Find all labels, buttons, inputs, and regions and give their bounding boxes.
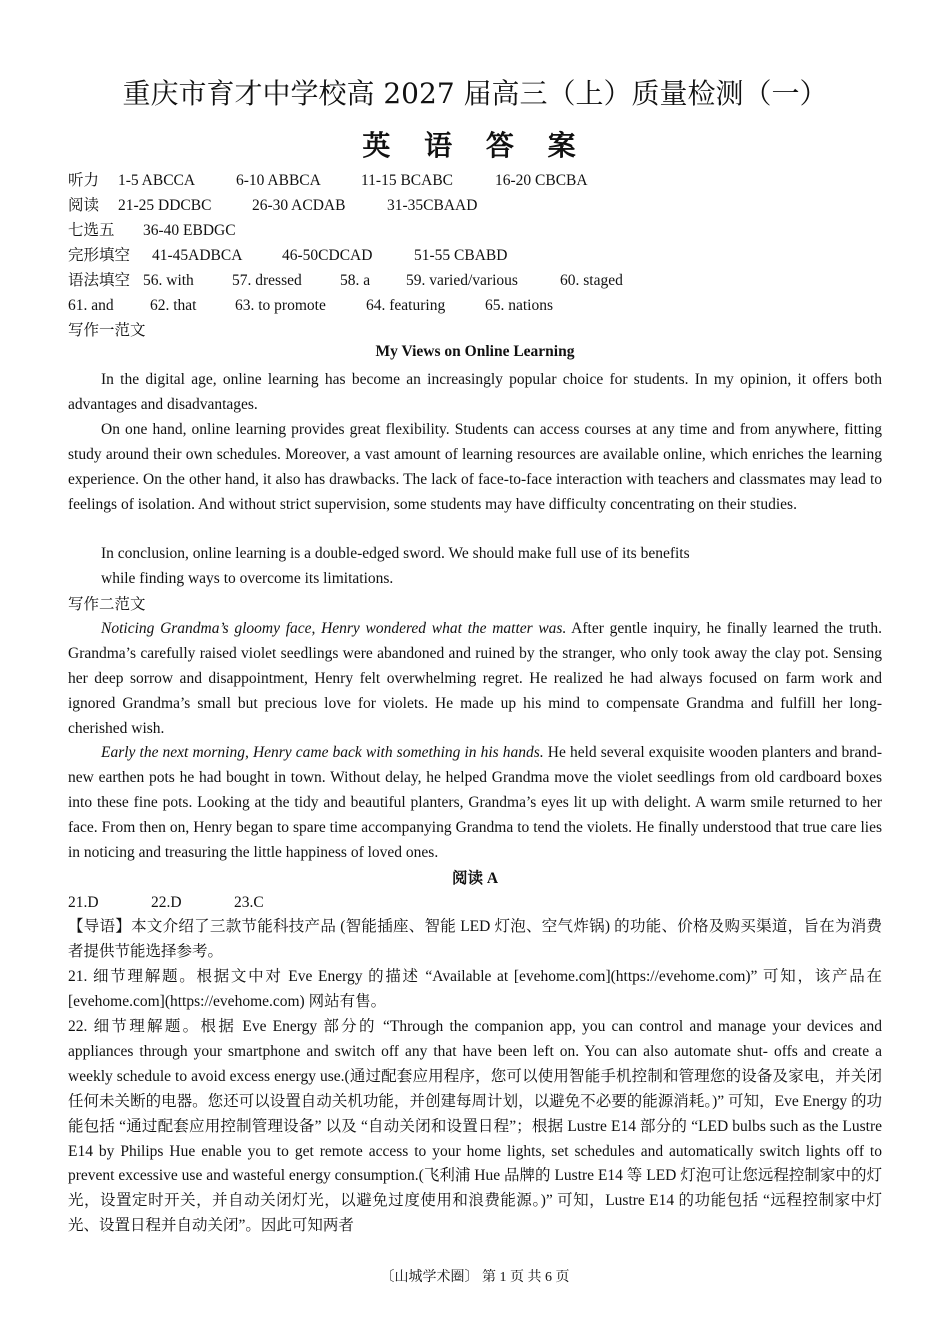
essay-paragraph — [68, 741, 882, 866]
answer-item: 56. with — [143, 272, 194, 289]
answer-item: 59. varied/various — [406, 272, 518, 289]
listening-row — [68, 168, 882, 193]
answer-item: 23.C — [234, 894, 264, 911]
seven-choose-five-row — [68, 218, 882, 243]
answer-item: 22.D — [151, 894, 182, 911]
essay-paragraph-text: while finding ways to overcome its limitations. — [101, 570, 394, 587]
cloze-label: 完形填空 — [68, 247, 131, 264]
listening-label: 听力 — [68, 172, 100, 189]
essay-paragraph-text: On one hand, online learning provides great flexibility. Students can access courses at any time and from anywhere, fitting study around their own schedules. Moreover, a vast amount of learning resources are available online, which enriches the learning experience. On the other hand, it also has drawbacks. The lack of face-to-face interaction with teachers and classmates may lead to feelings of isolation. And without strict supervision, some students may have difficulty concentrating on their studies. — [68, 421, 882, 513]
grammar-label: 语法填空 — [68, 272, 131, 289]
answer-item: 1-5 ABCCA — [118, 172, 196, 189]
reading-a-q22: 22. 细节理解题。根据 Eve Energy 部分的 “Through the companion app, you can control and manage your devices and appliances through your smartphone and switch off any that have been left on. You can also automate shut- offs and create a weekly schedule to avoid excess energy use.(通过配套应用程序，您可以使用智能手机控制和管理您的设备及家电，并关闭任何未关断的电器。您还可以设置自动关机功能，并创建每周计划，以避免不必要的能源消耗。)” 可知，Eve Energy 的功能包括 “通过配套应用控制管理设备” 以及 “自动关闭和设置日程”；根据 Lustre E14 部分的 “LED bulbs such as the Lustre E14 by Philips Hue enable you to get remote access to your home lights, set schedules and automatically switch lights off to prevent excessive use and wasteful energy consumption.(飞利浦 Hue 品牌的 Lustre E14 等 LED 灯泡可让您远程控制家中的灯光，设置定时开关，并自动关闭灯光，以避免过度使用和浪费能源。)” 可知，Lustre E14 的功能包括 “远程控制家中灯光、设置日程并自动关闭”。因此可知两者 — [68, 1018, 882, 1235]
answer-item: 58. a — [340, 272, 371, 289]
answer-item: 6-10 ABBCA — [236, 172, 321, 189]
essay-paragraph — [68, 368, 882, 418]
answer-item: 31-35CBAAD — [387, 197, 478, 214]
page-subtitle: 英 语 答 案 — [362, 129, 588, 162]
reading-a-intro: 【导语】本文介绍了三款节能科技产品 (智能插座、智能 LED 灯泡、空气炸锅) 的功能、价格及购买渠道，旨在为消费者提供节能选择参考。 — [68, 918, 882, 960]
answer-item: 16-20 CBCBA — [495, 172, 588, 189]
answer-item: 21.D — [68, 894, 99, 911]
answer-item: 11-15 BCABC — [361, 172, 454, 189]
essay-paragraph-text: In conclusion, online learning is a double-edged sword. We should make full use of its benefits — [101, 545, 690, 562]
page-title: 重庆市育才中学校高 2027 届高三（上）质量检测（一） — [122, 77, 828, 110]
cloze-row — [68, 243, 882, 268]
reading-label: 阅读 — [68, 197, 100, 214]
writing2-label: 写作二范文 — [68, 596, 146, 613]
answer-item: 36-40 EBDGC — [143, 222, 236, 239]
essay-paragraph-text: He held several exquisite wooden planters and brand-new earthen pots he had bought in town. Without delay, he helped Grandma move the violet seedlings from old cardboard boxes into these fine pots. Looking at the tidy and beautiful planters, Grandma’s eyes lit up with delight. A warm smile returned to her face. From then on, Henry began to spare time accompanying Grandma to tend the violets. He finally understood that true care lies in noticing and treasuring the little happiness of loved ones. — [68, 744, 882, 861]
reading-a-heading: 阅读 A — [451, 870, 499, 887]
answer-item: 26-30 ACDAB — [252, 197, 346, 214]
answer-item: 57. dressed — [232, 272, 302, 289]
page-footer: 〔山城学术圈〕 第 1 页 共 6 页 — [380, 1270, 570, 1285]
answer-item: 64. featuring — [366, 297, 446, 314]
answer-item: 65. nations — [485, 297, 554, 314]
essay-title: My Views on Online Learning — [375, 343, 575, 360]
answer-item: 63. to promote — [235, 297, 326, 314]
answer-item: 41-45ADBCA — [152, 247, 243, 264]
essay-paragraph-text: In the digital age, online learning has become an increasingly popular choice for students. In my opinion, it offers both advantages and disadvantages. — [68, 371, 882, 413]
essay-paragraph — [68, 567, 882, 592]
paragraph-lead: Early the next morning, Henry came back with something in his hands. — [101, 744, 544, 761]
essay-paragraph — [68, 418, 882, 518]
paragraph-lead: Noticing Grandma’s gloomy face, Henry wondered what the matter was. — [101, 620, 567, 637]
grammar-row — [68, 268, 882, 293]
answer-item: 62. that — [150, 297, 197, 314]
essay-paragraph-text: After gentle inquiry, he finally learned the truth. Grandma’s carefully raised violet seedlings were abandoned and ruined by the stranger, who only took away the clay pot. Sensing her deep sorrow and disappointment, Henry felt overwhelming regret. He realized he had always focused on farm work and ignored Grandma’s small but precious love for violets. He made up his mind to compensate Grandma and fulfill her long-cherished wish. — [68, 620, 882, 737]
answer-item: 61. and — [68, 297, 114, 314]
reading-a-answers — [68, 890, 882, 915]
answer-item: 21-25 DDCBC — [118, 197, 212, 214]
reading-row — [68, 193, 882, 218]
answer-item: 60. staged — [560, 272, 623, 289]
reading-a-q21: 21. 细节理解题。根据文中对 Eve Energy 的描述 “Available at [evehome.com](https://evehome.com)” 可知，该产品在[evehome.com](https://evehome.com) 网站有售。 — [68, 968, 882, 1010]
essay-paragraph — [68, 542, 882, 567]
answer-item: 46-50CDCAD — [282, 247, 373, 264]
writing1-label: 写作一范文 — [68, 322, 146, 339]
answer-item: 51-55 CBABD — [414, 247, 508, 264]
grammar-row-2 — [68, 293, 882, 318]
essay-paragraph — [68, 617, 882, 742]
seven-label: 七选五 — [68, 222, 115, 239]
